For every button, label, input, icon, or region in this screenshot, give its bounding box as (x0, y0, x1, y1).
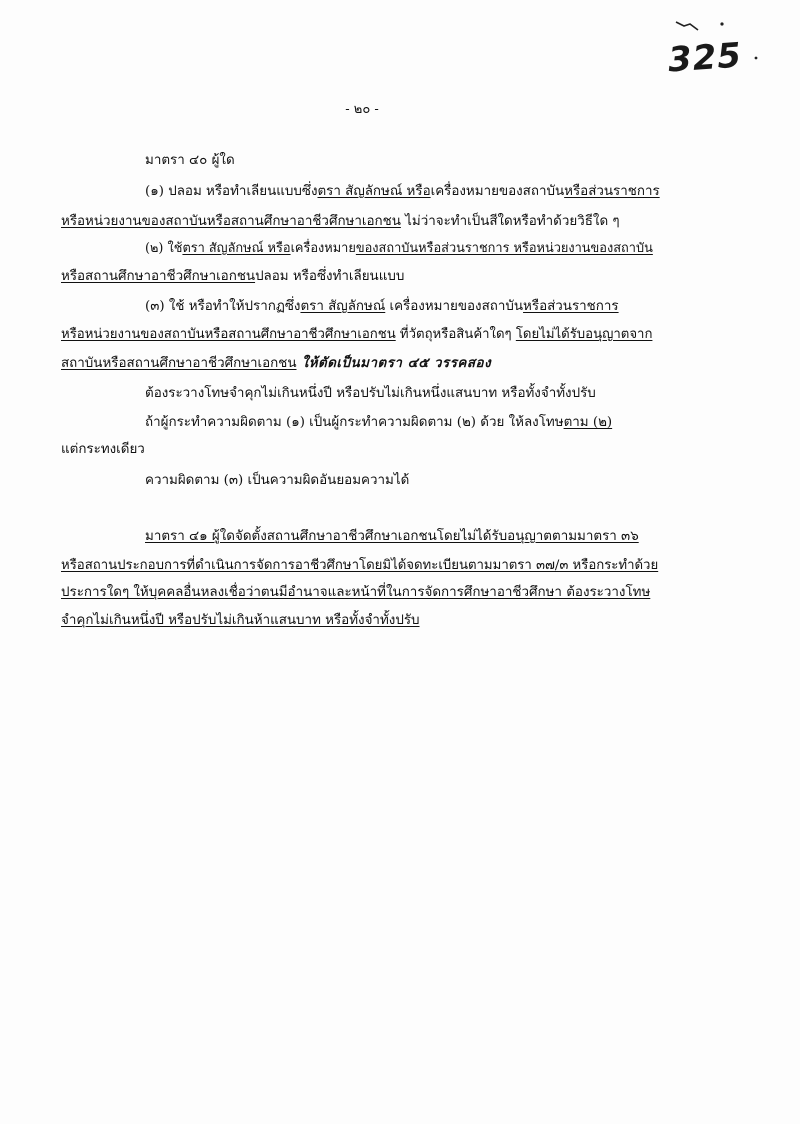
text-run: ปลอม หรือซึ่งทำเลียนแบบ (255, 269, 405, 284)
amended-text: หรือสถานศึกษาอาชีวศึกษาเอกชน (61, 269, 256, 284)
amended-text: หรือหน่วยงานของสถาบันหรือสถานศึกษาอาชีวศึกษาเอกชน (61, 327, 396, 342)
section-41-line-2: หรือสถานประกอบการที่ดำเนินการจัดการอาชีวศึกษาโดยมิได้จดทะเบียนตามมาตรา ๓๗/๓ หรือกระทำด้วย (61, 558, 659, 573)
section-40-item-3-line-3 (61, 354, 491, 373)
amended-text: ตาม (๒) (563, 415, 613, 430)
section-41-line-1: มาตรา ๔๑ ผู้ใดจัดตั้งสถานศึกษาอาชีวศึกษาเอกชนโดยไม่ได้รับอนุญาตตามมาตรา ๓๖ (145, 529, 639, 544)
amended-text: ของสถาบันหรือส่วนราชการ หรือหน่วยงานของสถาบัน (355, 241, 653, 256)
section-40-compoundable: ความผิดตาม (๓) เป็นความผิดอันยอมความได้ (145, 473, 410, 488)
section-40-item-1-line-2 (61, 213, 620, 231)
amended-text: หรือส่วนราชการ (523, 299, 619, 314)
text-run: (๒) ใช้ (145, 241, 183, 256)
section-40-item-2-line-2 (61, 268, 404, 286)
section-40-item-2-line-1 (145, 240, 653, 258)
section-40-penalty: ต้องระวางโทษจำคุกไม่เกินหนึ่งปี หรือปรับไม่เกินหนึ่งแสนบาท หรือทั้งจำทั้งปรับ (145, 386, 596, 401)
text-run: ที่วัตถุหรือสินค้าใดๆ (395, 327, 516, 342)
amended-text: ตรา สัญลักษณ์ หรือ (182, 241, 291, 256)
text-run: เครื่องหมายของสถาบัน (430, 184, 565, 199)
amended-text: หรือส่วนราชการ (564, 184, 660, 199)
section-40-heading: มาตรา ๔๐ ผู้ใด (145, 153, 235, 168)
amended-text: ตรา สัญลักษณ์ หรือ (317, 184, 431, 199)
amended-text: โดยไม่ได้รับอนุญาตจาก (515, 327, 653, 342)
amended-text: หรือหน่วยงานของสถาบันหรือสถานศึกษาอาชีวศึกษาเอกชน (61, 214, 401, 229)
handwritten-page-number: 325 (666, 35, 744, 81)
section-40-combined-line-1 (145, 414, 612, 432)
text-run: ไม่ว่าจะทำเป็นสีใดหรือทำด้วยวิธีใด ๆ (400, 214, 620, 229)
section-40-item-3-line-1 (145, 298, 619, 316)
annotation-text: ให้ตัดเป็นมาตรา ๔๕ วรรคสอง (296, 355, 492, 371)
section-40-combined-line-2: แต่กระทงเดียว (61, 442, 145, 457)
text-run: (๓) ใช้ หรือทำให้ปรากฏซึ่ง (145, 299, 301, 314)
amended-text: ตรา สัญลักษณ์ (300, 299, 386, 314)
section-41-line-4: จำคุกไม่เกินหนึ่งปี หรือปรับไม่เกินห้าแสนบาท หรือทั้งจำทั้งปรับ (61, 613, 420, 628)
text-run: เครื่องหมาย (290, 241, 356, 256)
amended-text: สถาบันหรือสถานศึกษาอาชีวศึกษาเอกชน (61, 356, 297, 371)
text-run: ถ้าผู้กระทำความผิดตาม (๑) เป็นผู้กระทำความผิดตาม (๒) ด้วย ให้ลงโทษ (145, 415, 564, 430)
text-run: (๑) ปลอม หรือทำเลียนแบบซึ่ง (145, 184, 318, 199)
page-number: - ๒๐ - (345, 102, 379, 117)
section-41-line-3: ประการใดๆ ให้บุคคลอื่นหลงเชื่อว่าตนมีอำนาจและหน้าที่ในการจัดการศึกษาอาชีวศึกษา ต้องระวางโทษ (61, 585, 651, 600)
section-40-item-3-line-2 (61, 326, 652, 344)
section-40-item-1-line-1 (145, 183, 660, 201)
text-run: เครื่องหมายของสถาบัน (385, 299, 524, 314)
